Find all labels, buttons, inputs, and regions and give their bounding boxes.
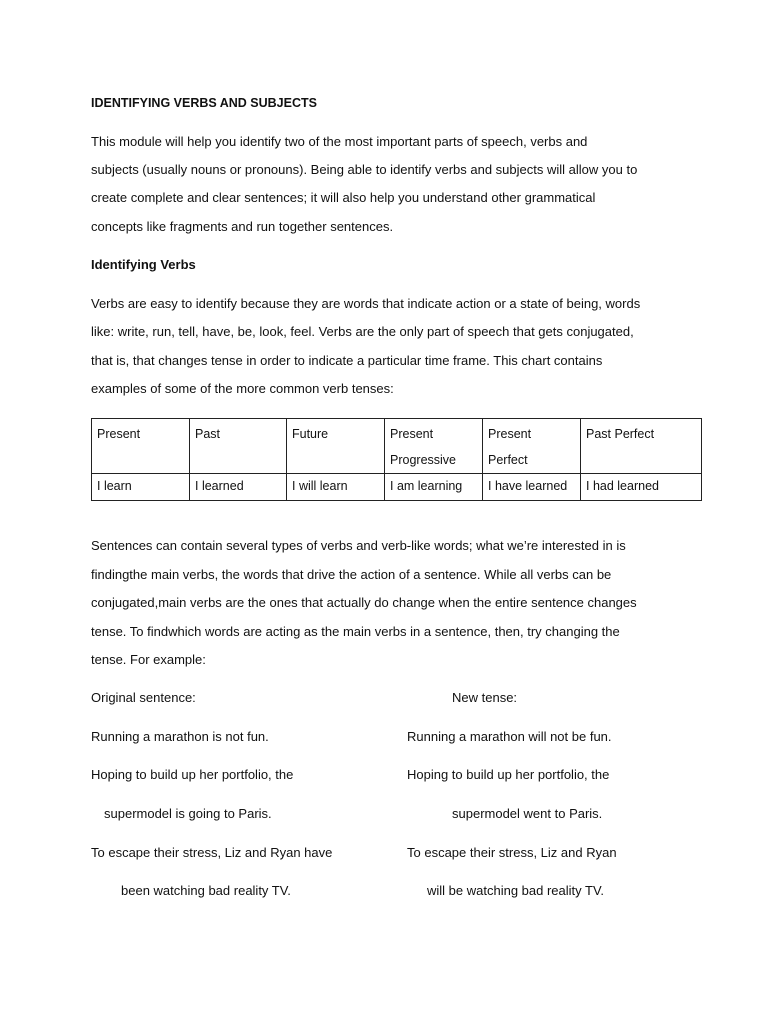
- table-header-cell: [190, 419, 287, 474]
- header-text: Present: [97, 427, 141, 441]
- original-sentence-label: Original sentence:: [91, 690, 196, 705]
- verbs-line: Verbs are easy to identify because they are words that indicate action or a state of being, words: [91, 296, 641, 311]
- table-header-cell: [92, 419, 190, 474]
- original-sentence-line: supermodel is going to Paris.: [104, 806, 272, 821]
- table-cell: I will learn: [287, 474, 385, 501]
- table-row: [92, 474, 702, 501]
- new-tense-line: supermodel went to Paris.: [452, 806, 603, 821]
- original-sentence-line: Running a marathon is not fun.: [91, 729, 269, 744]
- table-header-cell: [287, 419, 385, 474]
- table-cell: I have learned: [483, 474, 581, 501]
- intro-line: This module will help you identify two of the most important parts of speech, verbs and: [91, 134, 588, 149]
- table-cell: I learned: [190, 474, 287, 501]
- table-cell: I had learned: [581, 474, 702, 501]
- table-header-cell: [581, 419, 702, 474]
- header-text: Past Perfect: [586, 427, 655, 441]
- main-verbs-line: tense. For example:: [91, 652, 206, 667]
- table-header-row: [92, 419, 702, 474]
- header-text: Present: [488, 427, 532, 441]
- header-text: Future: [292, 427, 329, 441]
- original-sentence-line: been watching bad reality TV.: [121, 883, 291, 898]
- table-cell: I am learning: [385, 474, 483, 501]
- table-header-cell: [483, 419, 581, 474]
- header-text: Progressive: [390, 453, 456, 467]
- intro-line: concepts like fragments and run together sentences.: [91, 219, 394, 234]
- new-tense-label: New tense:: [452, 690, 518, 705]
- main-verbs-line: tense. To findwhich words are acting as the main verbs in a sentence, then, try changing the: [91, 624, 620, 639]
- intro-line: subjects (usually nouns or pronouns). Being able to identify verbs and subjects will allow you to: [91, 162, 638, 177]
- table-header-cell: [385, 419, 483, 474]
- header-text: Perfect: [488, 453, 528, 467]
- verbs-line: examples of some of the more common verb tenses:: [91, 381, 394, 396]
- verbs-line: that is, that changes tense in order to indicate a particular time frame. This chart contains: [91, 353, 603, 368]
- document-title: IDENTIFYING VERBS AND SUBJECTS: [91, 96, 317, 110]
- main-verbs-line: Sentences can contain several types of verbs and verb-like words; what we’re interested in is: [91, 538, 626, 553]
- new-tense-line: will be watching bad reality TV.: [427, 883, 605, 898]
- main-verbs-line: findingthe main verbs, the words that drive the action of a sentence. While all verbs can be: [91, 567, 612, 582]
- new-tense-line: Hoping to build up her portfolio, the: [407, 767, 610, 782]
- verbs-line: like: write, run, tell, have, be, look, feel. Verbs are the only part of speech that gets conjugated,: [91, 324, 634, 339]
- original-sentence-line: Hoping to build up her portfolio, the: [91, 767, 294, 782]
- header-text: Present: [390, 427, 434, 441]
- section-heading: Identifying Verbs: [91, 257, 196, 272]
- table-cell: I learn: [92, 474, 190, 501]
- new-tense-line: To escape their stress, Liz and Ryan: [407, 845, 617, 860]
- original-sentence-line: To escape their stress, Liz and Ryan have: [91, 845, 333, 860]
- new-tense-line: Running a marathon will not be fun.: [407, 729, 612, 744]
- header-text: Past: [195, 427, 221, 441]
- main-verbs-line: conjugated,main verbs are the ones that actually do change when the entire sentence changes: [91, 595, 637, 610]
- verb-tense-table: [91, 418, 702, 501]
- intro-line: create complete and clear sentences; it will also help you understand other grammatical: [91, 190, 596, 205]
